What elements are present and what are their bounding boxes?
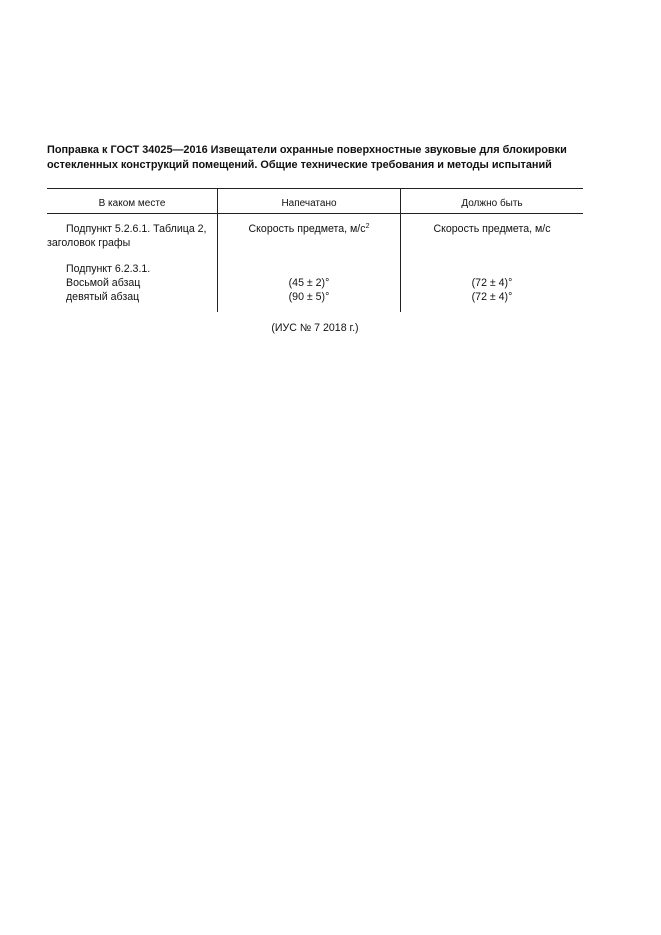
title-line-2: остекленных конструкций помещений. Общие технические требования и методы испытаний: [47, 159, 552, 171]
row2-place-line2: Восьмой абзац: [66, 277, 141, 289]
table-header-border: [47, 213, 583, 214]
row1-printed-superscript: 2: [365, 223, 370, 230]
row1-place-line2: заголовок графы: [47, 237, 131, 249]
row2-place-line1: Подпункт 6.2.3.1.: [66, 263, 151, 275]
source-note: (ИУС № 7 2018 г.): [271, 322, 359, 334]
row1-should-be: Скорость предмета, м/с: [433, 223, 551, 235]
row2-should-be-1: (72 ± 4)°: [471, 277, 513, 289]
header-should-be: Должно быть: [461, 198, 523, 209]
row1-place-line1: Подпункт 5.2.6.1. Таблица 2,: [66, 223, 207, 235]
document-title: [47, 143, 592, 173]
header-printed: Напечатано: [281, 198, 337, 209]
row2-printed-2: (90 ± 5)°: [288, 291, 330, 303]
corrections-table: [47, 188, 583, 312]
row1-printed: [218, 223, 400, 237]
header-place: В каком месте: [98, 198, 166, 209]
row2-should-be-2: (72 ± 4)°: [471, 291, 513, 303]
row2-printed-1: (45 ± 2)°: [288, 277, 330, 289]
title-line-1: Поправка к ГОСТ 34025—2016 Извещатели охранные поверхностные звуковые для блокировки: [47, 144, 567, 156]
table-top-border: [47, 188, 583, 189]
row1-printed-text: Скорость предмета, м/с: [248, 223, 366, 235]
row2-place-line3: девятый абзац: [66, 291, 140, 303]
